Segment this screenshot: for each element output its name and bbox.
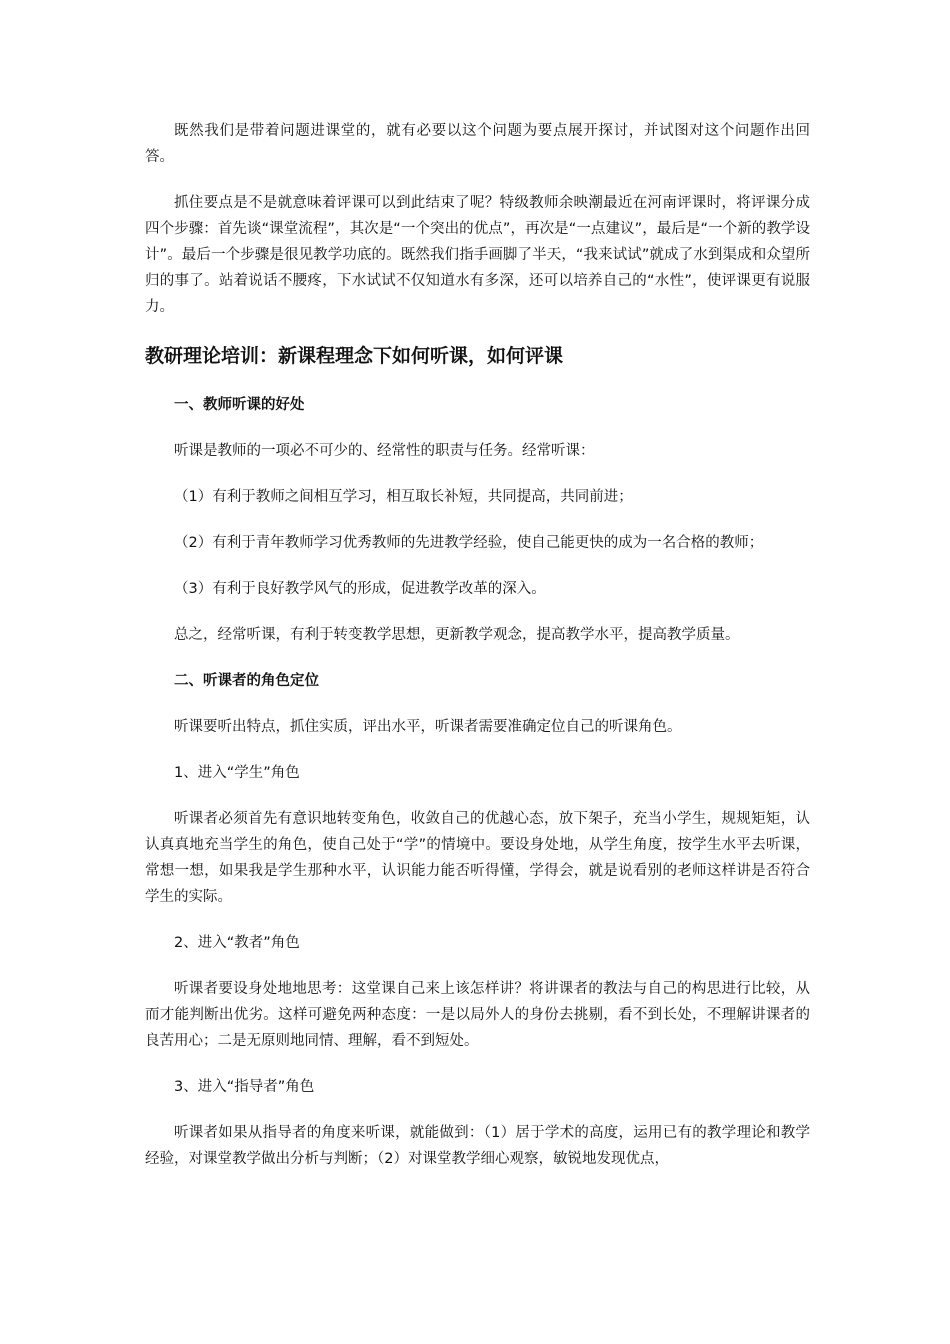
benefit-item-1: （1）有利于教师之间相互学习，相互取长补短，共同提高，共同前进； (174, 489, 633, 505)
role-3-title: 3、进入“指导者”角色 (174, 1079, 315, 1095)
document-title: 教研理论培训：新课程理念下如何听课，如何评课 (145, 345, 564, 367)
paragraph-intro-1: 既然我们是带着问题进课堂的，就有必要以这个问题为要点展开探讨，并试图对这个问题作出回答。 (145, 123, 810, 165)
role-2-text: 听课者要设身处地地思考：这堂课自己来上该怎样讲？将讲课者的教法与自己的构思进行比较，从而才能判断出优劣。这样可避免两种态度：一是以局外人的身份去挑剔，看不到长处，不理解讲课者的良苦用心；二是无原则地同情、理解，看不到短处。 (145, 981, 810, 1049)
role-1-title: 1、进入“学生”角色 (174, 765, 300, 781)
role-2-title: 2、进入“教者”角色 (174, 935, 300, 951)
benefit-item-2: （2）有利于青年教师学习优秀教师的先进教学经验，使自己能更快的成为一名合格的教师； (174, 535, 764, 551)
section-2-lead: 听课要听出特点，抓住实质，评出水平，听课者需要准确定位自己的听课角色。 (174, 719, 682, 735)
section-2-heading: 二、听课者的角色定位 (174, 673, 319, 689)
document-page (145, 118, 810, 1172)
section-1-summary: 总之，经常听课，有利于转变教学思想，更新教学观念，提高教学水平，提高教学质量。 (174, 627, 740, 643)
benefit-item-3: （3）有利于良好教学风气的形成，促进教学改革的深入。 (174, 581, 546, 597)
paragraph-intro-2: 抓住要点是不是就意味着评课可以到此结束了呢？特级教师余映潮最近在河南评课时，将评课分成四个步骤：首先谈“课堂流程”，其次是“一个突出的优点”，再次是“一点建议”，最后是“一个新的教学设计”。最后一个步骤是很见教学功底的。既然我们指手画脚了半天，“我来试试”就成了水到渠成和众望所归的事了。站着说话不腰疼，下水试试不仅知道水有多深，还可以培养自己的“水性”，使评课更有说服力。 (145, 195, 810, 315)
section-1-heading: 一、教师听课的好处 (174, 397, 305, 413)
section-1-lead: 听课是教师的一项必不可少的、经常性的职责与任务。经常听课： (174, 443, 595, 459)
role-3-text: 听课者如果从指导者的角度来听课，就能做到：（1）居于学术的高度，运用已有的教学理论和教学经验，对课堂教学做出分析与判断；（2）对课堂教学细心观察，敏锐地发现优点， (145, 1125, 810, 1167)
role-1-text: 听课者必须首先有意识地转变角色，收敛自己的优越心态，放下架子，充当小学生，规规矩矩，认认真真地充当学生的角色，使自己处于“学”的情境中。要设身处地，从学生角度，按学生水平去听课，常想一想，如果我是学生那种水平，认识能力能否听得懂，学得会，就是说看别的老师这样讲是否符合学生的实际。 (145, 811, 810, 905)
